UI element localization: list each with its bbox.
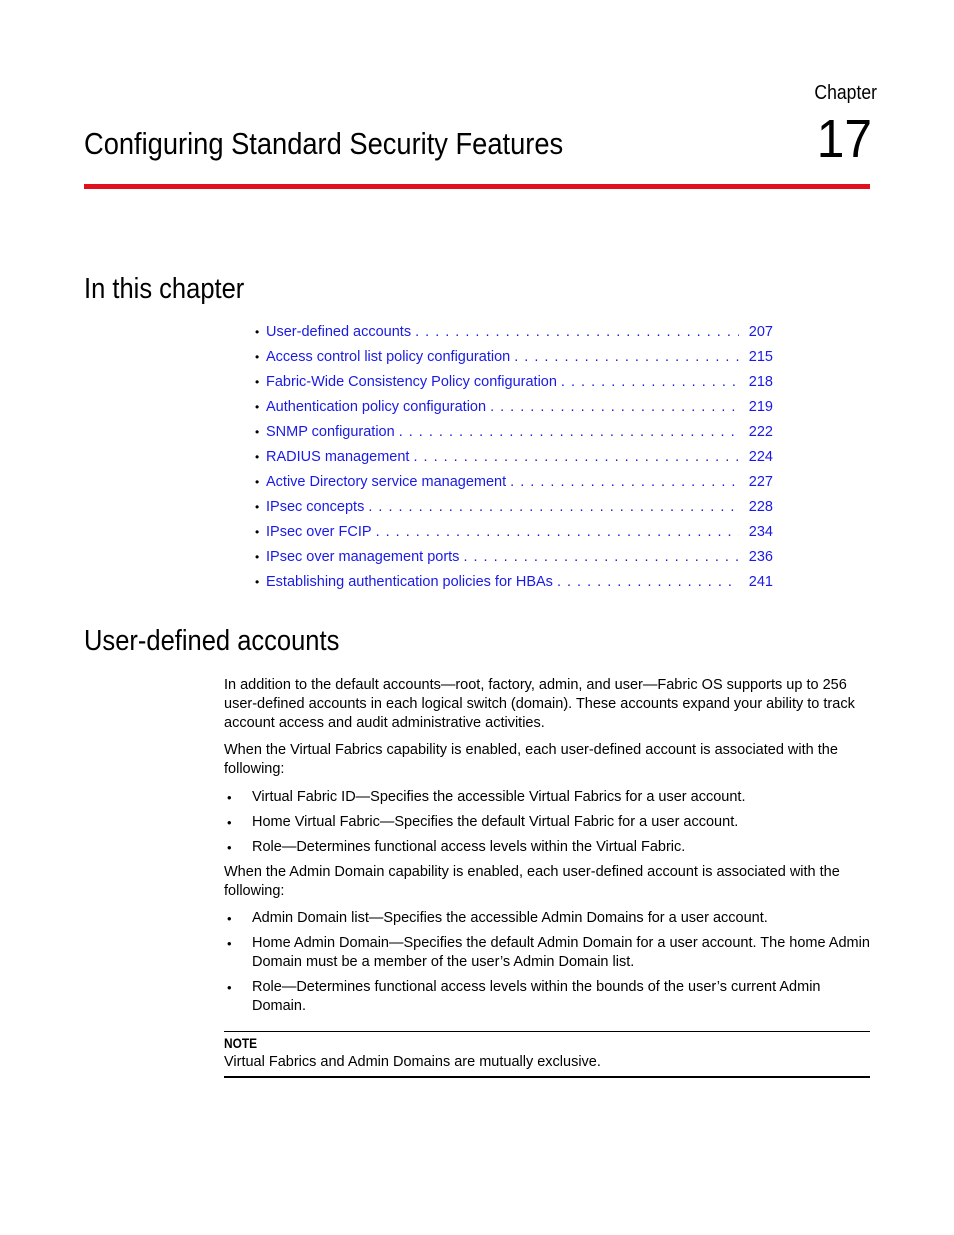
bullet-icon: • [255,475,260,489]
chapter-title: Configuring Standard Security Features [84,126,564,161]
admin-domain-list [224,909,872,1022]
toc-dot-leader [557,572,739,592]
list-item-text: Home Admin Domain—Specifies the default Admin Domain for a user account. The home Admin Domain must be a member of the user’s Admin Domain list. [252,935,870,970]
toc-page-number[interactable]: 241 [748,574,773,590]
bullet-icon: • [255,425,260,439]
toc-item[interactable] [255,347,773,372]
toc-item[interactable] [255,422,773,447]
bullet-icon: • [227,911,232,926]
bullet-icon: • [227,980,232,995]
bullet-icon: • [255,450,260,464]
toc-item[interactable] [255,547,773,572]
bullet-icon: • [227,815,232,830]
toc-page-number[interactable]: 215 [748,349,773,365]
chapter-title-rule [84,184,870,189]
toc-item[interactable] [255,322,773,347]
list-item-text: Role—Determines functional access levels within the bounds of the user’s current Admin Domain. [252,979,821,1014]
toc-page-number[interactable]: 234 [748,524,773,540]
bullet-icon: • [255,550,260,564]
toc-dot-leader [399,422,739,442]
admin-domain-paragraph: When the Admin Domain capability is enabled, each user-defined account is associated with the following: [224,864,840,899]
list-item-text: Virtual Fabric ID—Specifies the accessible Virtual Fabrics for a user account. [252,789,746,805]
chapter-number: 17 [816,109,872,169]
note-box [224,1031,870,1078]
virtual-fabrics-paragraph: When the Virtual Fabrics capability is enabled, each user-defined account is associated with the following: [224,742,838,777]
list-item-text: Home Virtual Fabric—Specifies the default Virtual Fabric for a user account. [252,814,739,830]
intro-paragraph: In addition to the default accounts—root, factory, admin, and user—Fabric OS supports up to 256 user-defined accounts in each logical switch (domain). These accounts expand your ability to track account access and audit administrative activities. [224,677,855,731]
bullet-icon: • [255,325,260,339]
toc-dot-leader [376,522,739,542]
list-item [224,838,872,857]
toc-dot-leader [490,397,739,417]
toc-link[interactable]: User-defined accounts [266,324,412,340]
bullet-icon: • [227,790,232,805]
toc-link[interactable]: Establishing authentication policies for HBAs [266,574,553,590]
toc-link[interactable]: RADIUS management [266,449,410,465]
list-item [224,934,872,972]
toc-link[interactable]: IPsec over FCIP [266,524,372,540]
bullet-icon: • [255,500,260,514]
toc-page-number[interactable]: 207 [748,324,773,340]
toc-page-number[interactable]: 227 [748,474,773,490]
list-item [224,909,872,928]
toc-dot-leader [510,472,739,492]
list-item-text: Role—Determines functional access levels within the Virtual Fabric. [252,839,686,855]
toc-dot-leader [368,497,739,517]
user-defined-accounts-heading: User-defined accounts [84,625,340,657]
toc-dot-leader [514,347,739,367]
toc-item[interactable] [255,372,773,397]
toc-dot-leader [561,372,739,392]
toc-link[interactable]: Active Directory service management [266,474,507,490]
toc-page-number[interactable]: 236 [748,549,773,565]
toc-page-number[interactable]: 224 [748,449,773,465]
bullet-icon: • [255,350,260,364]
bullet-icon: • [227,936,232,951]
bullet-icon: • [255,400,260,414]
toc-link[interactable]: Access control list policy configuration [266,349,511,365]
toc-item[interactable] [255,397,773,422]
toc-item[interactable] [255,522,773,547]
toc-item[interactable] [255,572,773,597]
bullet-icon: • [227,840,232,855]
note-text: Virtual Fabrics and Admin Domains are mutually exclusive. [224,1054,601,1070]
bullet-icon: • [255,375,260,389]
bullet-icon: • [255,525,260,539]
toc-item[interactable] [255,472,773,497]
virtual-fabrics-list [224,788,872,863]
toc-link[interactable]: Fabric-Wide Consistency Policy configuration [266,374,557,390]
toc-item[interactable] [255,447,773,472]
toc-page-number[interactable]: 222 [748,424,773,440]
toc-link[interactable]: SNMP configuration [266,424,395,440]
note-label: NOTE [224,1035,258,1051]
in-this-chapter-heading: In this chapter [84,273,245,305]
toc-page-number[interactable]: 219 [748,399,773,415]
list-item [224,978,872,1016]
toc-link[interactable]: IPsec over management ports [266,549,460,565]
chapter-label: Chapter [814,82,877,104]
list-item-text: Admin Domain list—Specifies the accessible Admin Domains for a user account. [252,910,768,926]
toc-item[interactable] [255,497,773,522]
bullet-icon: • [255,575,260,589]
toc-link[interactable]: IPsec concepts [266,499,365,515]
chapter-toc [255,322,773,597]
list-item [224,788,872,807]
list-item [224,813,872,832]
toc-dot-leader [413,447,739,467]
toc-page-number[interactable]: 228 [748,499,773,515]
toc-link[interactable]: Authentication policy configuration [266,399,487,415]
toc-dot-leader [415,322,739,342]
toc-dot-leader [463,547,739,567]
toc-page-number[interactable]: 218 [748,374,773,390]
